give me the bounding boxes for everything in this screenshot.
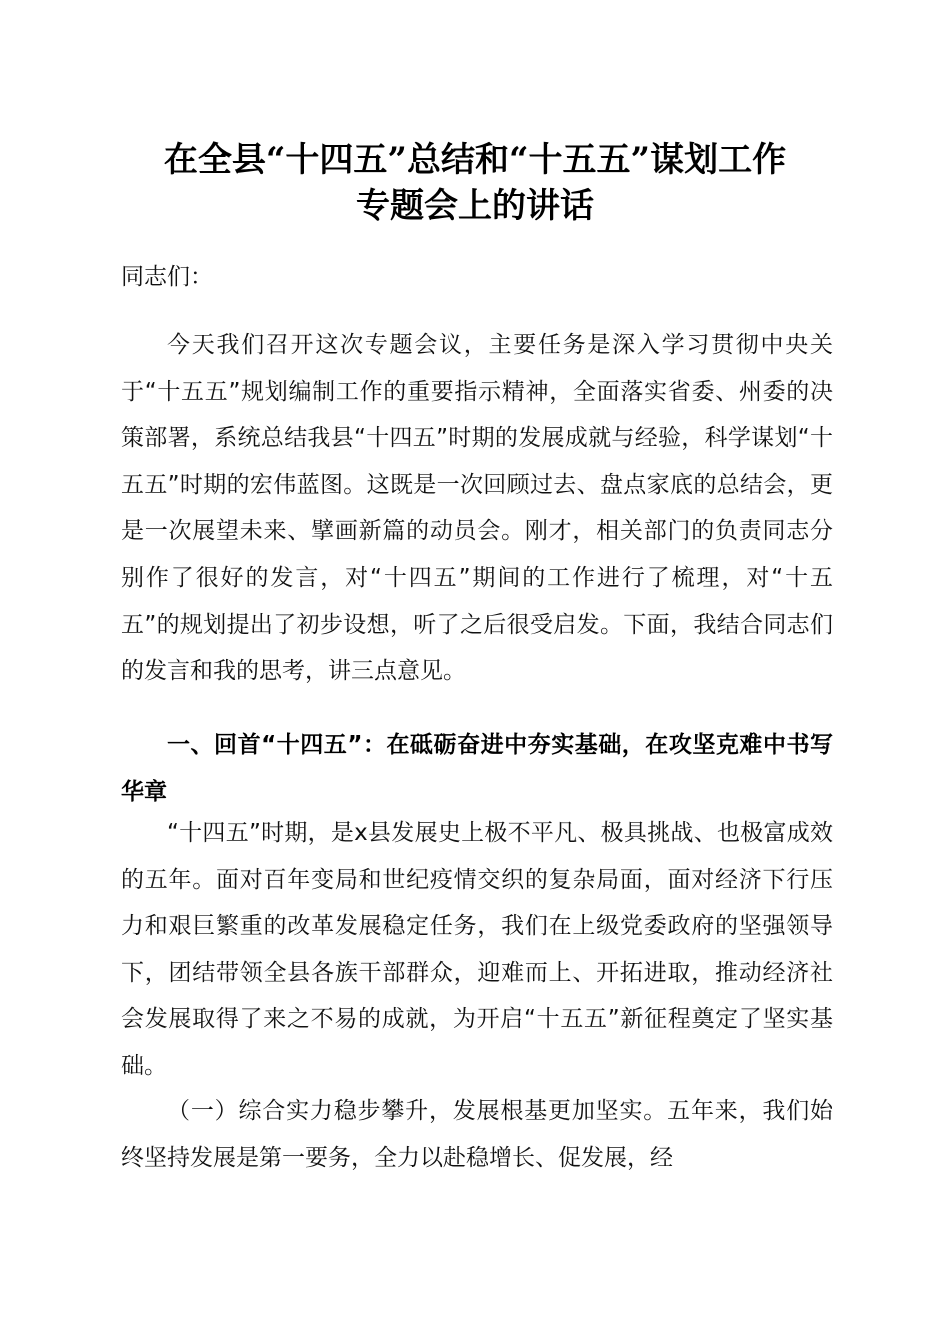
subsection-1-lead: （一）综合实力稳步攀升，发展根基更加坚实。 [167, 1098, 668, 1124]
subsection-1-text: 五年来，我们始终坚持发展是第一要务，全力以赴稳增长、促发展，经 [121, 1098, 834, 1171]
document-title-line-1: 在全县“十四五”总结和“十五五”谋划工作 [163, 140, 787, 180]
subsection-1-paragraph [121, 1088, 833, 1181]
section-1-paragraph: “十四五”时期，是x县发展史上极不平凡、极具挑战、也极富成效的五年。面对百年变局和世纪疫情交织的复杂局面，面对经济下行压力和艰巨繁重的改革发展稳定任务，我们在上级党委政府的坚强领导下，团结带领全县各族干部群众，迎难而上、开拓进取，推动经济社会发展取得了来之不易的成就，为开启“十五五”新征程奠定了坚实基础。 [121, 820, 833, 1079]
intro-paragraph: 今天我们召开这次专题会议，主要任务是深入学习贯彻中央关于“十五五”规划编制工作的重要指示精神，全面落实省委、州委的决策部署，系统总结我县“十四五”时期的发展成就与经验，科学谋划“十五五”时期的宏伟蓝图。这既是一次回顾过去、盘点家底的总结会，更是一次展望未来、擘画新篇的动员会。刚才，相关部门的负责同志分别作了很好的发言，对“十四五”期间的工作进行了梳理，对“十五五”的规划提出了初步设想，听了之后很受启发。下面，我结合同志们的发言和我的思考，讲三点意见。 [121, 332, 833, 685]
section-1-heading: 一、回首“十四五”：在砥砺奋进中夯实基础，在攻坚克难中书写华章 [121, 732, 833, 805]
salutation: 同志们： [121, 264, 213, 290]
document-title-line-2: 专题会上的讲话 [356, 186, 594, 226]
